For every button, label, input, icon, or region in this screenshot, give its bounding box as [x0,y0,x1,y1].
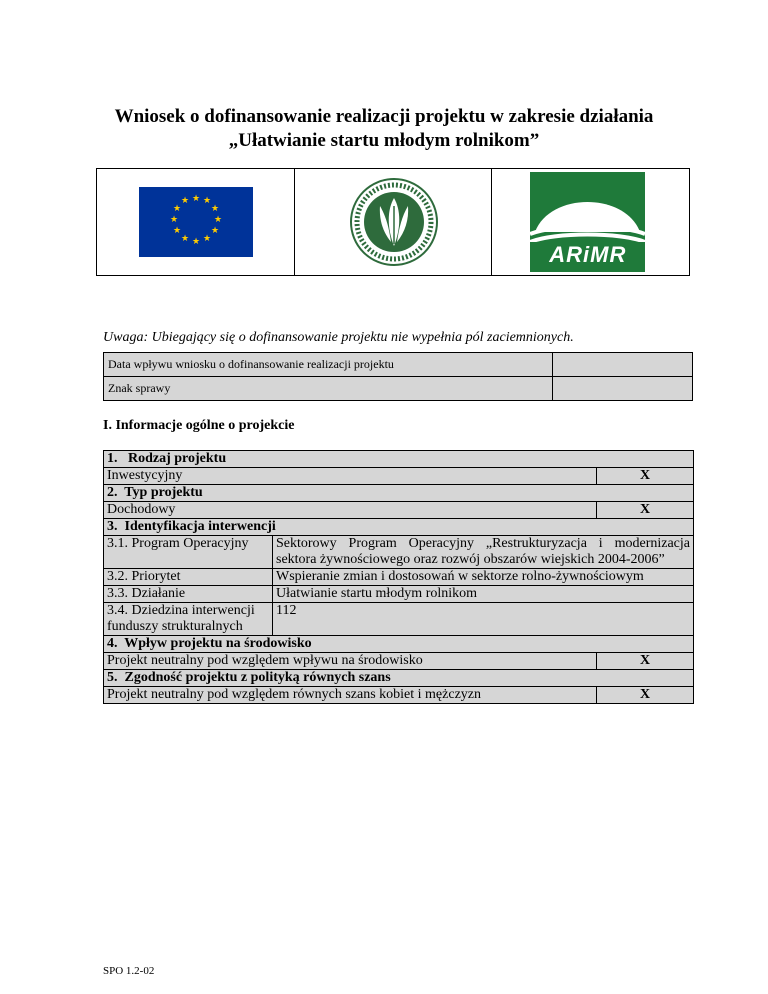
svg-text:★: ★ [169,214,179,224]
domain-label: 3.4. Dziedzina interwencji funduszy strukturalnych [104,603,273,636]
table-row [104,536,694,569]
project-kind-mark: X [597,502,694,519]
environment-heading: 4. Wpływ projektu na środowisko [104,636,694,653]
eu-flag-icon [139,187,253,257]
eu-logo-cell [97,169,295,275]
project-type-heading: 1. Rodzaj projektu [104,451,694,468]
table-row [104,653,694,670]
intake-date-label: Data wpływu wniosku o dofinansowanie realizacji projektu [104,353,553,377]
svg-text:★: ★ [172,203,182,213]
equality-heading: 5. Zgodność projektu z polityką równych szans [104,670,694,687]
section-heading: I. Informacje ogólne o projekcie [103,418,295,433]
case-number-field [553,377,693,401]
ministry-seal-icon [339,176,449,268]
title-line-2: „Ułatwianie startu młodym rolnikom” [228,130,540,151]
svg-text:★: ★ [202,195,212,205]
action-label: 3.3. Działanie [104,586,273,603]
intervention-heading: 3. Identyfikacja interwencji [104,519,694,536]
ministry-logo-cell [295,169,493,275]
priority-value: Wspieranie zmian i dostosowań w sektorze rolno-żywnościowym [273,569,694,586]
svg-text:★: ★ [191,193,201,203]
arimr-logo-text: ARiMR [549,242,627,267]
equality-label: Projekt neutralny pod względem równych szans kobiet i mężczyzn [104,687,597,704]
svg-text:★: ★ [210,203,220,213]
document-footer: SPO 1.2-02 [103,965,155,977]
project-type-label: Inwestycyjny [104,468,597,485]
project-info-table [103,450,694,704]
svg-text:★: ★ [213,214,223,224]
svg-text:★: ★ [191,236,201,246]
arimr-logo-cell [492,169,689,275]
equality-mark: X [597,687,694,704]
svg-text:★: ★ [210,225,220,235]
table-row [104,485,694,502]
table-row [104,603,694,636]
environment-label: Projekt neutralny pod względem wpływu na środowisko [104,653,597,670]
table-row [104,636,694,653]
svg-text:★: ★ [172,225,182,235]
program-label: 3.1. Program Operacyjny [104,536,273,569]
table-row [104,451,694,468]
logo-strip [96,168,690,276]
case-number-label: Znak sprawy [104,377,553,401]
project-kind-heading: 2. Typ projektu [104,485,694,502]
table-row [104,377,693,401]
program-value: Sektorowy Program Operacyjny „Restrukturyzacja i modernizacja sektora żywnościowego oraz rozwój obszarów wiejskich 2004-2006” [273,536,694,569]
intake-date-field [553,353,693,377]
instruction-note: Uwaga: Ubiegający się o dofinansowanie projektu nie wypełnia pól zaciemnionych. [103,330,574,345]
table-row [104,502,694,519]
table-row [104,670,694,687]
action-value: Ułatwianie startu młodym rolnikom [273,586,694,603]
table-row [104,586,694,603]
project-kind-label: Dochodowy [104,502,597,519]
arimr-logo-icon [530,172,645,272]
table-row [104,353,693,377]
priority-label: 3.2. Priorytet [104,569,273,586]
svg-text:★: ★ [180,233,190,243]
table-row [104,687,694,704]
table-row [104,569,694,586]
title-line-1: Wniosek o dofinansowanie realizacji projektu w zakresie działania [114,106,654,127]
document-title [0,105,768,153]
environment-mark: X [597,653,694,670]
svg-text:★: ★ [180,195,190,205]
domain-value: 112 [273,603,694,636]
svg-text:★: ★ [202,233,212,243]
intake-table [103,352,693,401]
project-type-mark: X [597,468,694,485]
table-row [104,468,694,485]
table-row [104,519,694,536]
